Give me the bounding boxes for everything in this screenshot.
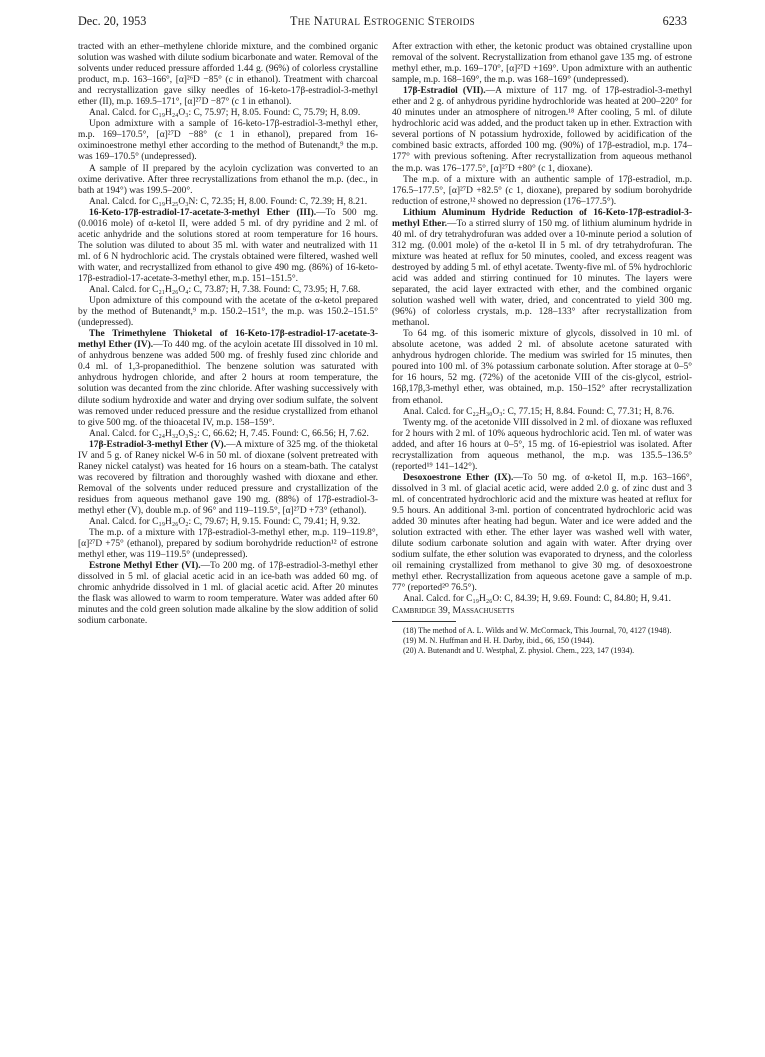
- footnote: (20) A. Butenandt and U. Westphal, Z. physiol. Chem., 223, 147 (1934).: [403, 646, 635, 656]
- paragraph: [78, 440, 378, 517]
- section-heading: Lithium Aluminum Hydride Reduction of 16-Keto-17β-estradiol-3-methyl Ether.: [392, 207, 692, 229]
- page-number: 6233: [662, 14, 687, 28]
- section-heading: 17β-Estradiol (VII).: [403, 86, 486, 97]
- paragraph-text: Anal. Calcd. for C₁₉H₂₆O₂: C, 79.67; H, 9.15. Found: C, 79.41; H, 9.32.: [89, 517, 361, 528]
- paragraph-text: After extraction with ether, the ketonic product was obtained crystalline upon removal of the solvent. Recrystallization from ethanol gave 135 mg. of estrone methyl ether, m.p. 169–170°, [α]²⁷D +169°. Upon admixture with an authentic sample, m.p. 168–169°, the m.p. was 168–169° (undepressed).: [392, 42, 692, 86]
- paragraph: [78, 197, 378, 208]
- paragraph: [392, 594, 692, 605]
- running-header: [78, 14, 687, 30]
- paragraph-text: —To 440 mg. of the acyloin acetate III dissolved in 10 ml. of anhydrous benzene was added 500 mg. of freshly fused zinc chloride and 0.4 ml. of 1,3-propanedithiol. The benzene solution was saturated with anhydrous hydrogen chloride, and after 2 hours at room temperature, the solution was decanted from the zinc chloride. After washing successively with dilute sodium hydroxide and water and drying over sodium sulfate, the solvent was removed under reduced pressure and the residue crystallized from ethanol to give 500 mg. of the thioacetal IV, m.p. 158–159°.: [78, 340, 378, 428]
- issue-date: Dec. 20, 1953: [78, 14, 147, 28]
- paragraph: [392, 407, 692, 418]
- paragraph: [78, 296, 378, 329]
- paragraph: [78, 561, 378, 627]
- paragraph-text: Anal. Calcd. for C₂₄H₃₂O₃S₂: C, 66.62; H, 7.45. Found: C, 66.56; H, 7.62.: [89, 428, 369, 439]
- paragraph: [392, 42, 692, 86]
- paragraph-text: Upon admixture with a sample of 16-keto-17β-estradiol-3-methyl ether, m.p. 169–170.5°, [α]²⁷D −88° (c 1 in ethanol), prepared from 16-oximinoestrone methyl ether according to the method of Butenandt,⁹ the m.p. was 169–170.5° (undepressed).: [78, 119, 378, 163]
- paragraph-text: Upon admixture of this compound with the acetate of the α-ketol prepared by the method of Butenandt,⁹ m.p. 150.2–151°, the m.p. was 150.2–151.5° (undepressed).: [78, 296, 378, 329]
- paragraph: [78, 285, 378, 296]
- paragraph-text: Anal. Calcd. for C₂₁H₂₆O₄: C, 73.87; H, 7.38. Found: C, 73.95; H, 7.68.: [89, 285, 361, 296]
- paragraph-text: Anal. Calcd. for C₂₂H₃₀O₃: C, 77.15; H, 8.84. Found: C, 77.31; H, 8.76.: [403, 406, 675, 417]
- paragraph-text: Anal. Calcd. for C₁₉H₂₆O: C, 84.39; H, 9.69. Found: C, 84.80; H, 9.41.: [403, 594, 671, 605]
- paragraph: [392, 208, 692, 330]
- paragraph: [78, 329, 378, 428]
- paragraph: [78, 429, 378, 440]
- paragraph-text: —To 50 mg. of α-ketol II, m.p. 163–166°, dissolved in 3 ml. of glacial acetic acid, were added 2.0 g. of zinc dust and 3 ml. of concentrated hydrochloric acid and the mixture was heated at reflux for 9.5 hours. An additional 3-ml. portion of concentrated hydrochloric acid was added 30 minutes after heating had begun. Water and ice were added and the solution extracted with ether. The ether layer was washed well with water, dilute sodium carbonate solution and again with water. After drying over sodium sulfate, the ether solution was evaporated to dryness, and the colorless oil remaining crystallized from methanol to give 30 mg. of desoxoestrone methyl ether. Recrystallization from aqueous acetone gave a sample of m.p. 77° (reported²⁰ 76.5°).: [392, 472, 692, 594]
- affiliation: Cambridge 39, Massachusetts: [392, 605, 515, 617]
- paragraph: [78, 42, 378, 108]
- footnotes: [392, 626, 692, 656]
- paragraph-text: Twenty mg. of the acetonide VIII dissolved in 2 ml. of dioxane was refluxed for 2 hours with 2 ml. of 10% aqueous hydrochloric acid. Ten ml. of water was added, and after 16 hours at 0–5°, 15 mg. of 16-epiestriol was isolated. After recrystallization from aqueous methanol, the m.p. was 135.5–136.5° (reported¹⁹ 141–142°).: [392, 417, 692, 472]
- paragraph: [78, 528, 378, 561]
- paragraph: [78, 164, 378, 197]
- paragraph-text: —A mixture of 325 mg. of the thioketal IV and 5 g. of Raney nickel W-6 in 50 ml. of dioxane (solvent pretreated with Raney nickel catalyst) was heated for 16 hours on a steam-bath. The catalyst was recovered by filtration and thoroughly washed with dioxane and ether. Removal of the solvents under reduced pressure and crystallization of the residues from aqueous methanol gave 190 mg. (88%) of 17β-estradiol-3-methyl ether (V), double m.p. of 96° and 119–119.5°, [α]²⁷D +73° (ethanol).: [78, 439, 378, 516]
- paragraph: [392, 175, 692, 208]
- paragraph: [392, 473, 692, 595]
- paragraph-text: Anal. Calcd. for C₁₉H₂₅O₃N: C, 72.35; H, 8.00. Found: C, 72.39; H, 8.21.: [89, 196, 368, 207]
- paragraph: [78, 108, 378, 119]
- paragraph-text: —To a stirred slurry of 150 mg. of lithium aluminum hydride in 40 ml. of dry tetrahydrofuran was added over a 10-minute period a solution of 312 mg. (0.001 mole) of the α-ketol II in 5 ml. of dry tetrahydrofuran. The mixture was heated at reflux for 50 minutes, cooled, and excess reagent was destroyed by adding 5 ml. of ethyl acetate. Twenty-five ml. of 5% hydrochloric acid was added and stirring continued for 10 minutes. The layers were separated, the acid layer extracted with ether, and the combined organic solution washed well with water, dried, and concentrated to yield 300 mg. (96%) of colorless crystals, m.p. 128–133° after recrystallization from methanol.: [392, 218, 692, 329]
- paragraph-text: A sample of II prepared by the acyloin cyclization was converted to an oxime derivative. After three recrystallizations from ethanol the m.p. (dec., in bath at 194°) was 199.5–200°.: [78, 163, 378, 196]
- paragraph: [78, 119, 378, 163]
- running-title: The Natural Estrogenic Steroids: [290, 14, 475, 28]
- paragraph: [78, 208, 378, 285]
- paragraph: [392, 86, 692, 174]
- paragraph-text: To 64 mg. of this isomeric mixture of glycols, dissolved in 10 ml. of absolute acetone, was added 2 ml. of absolute acetone saturated with anhydrous hydrogen chloride. The medium was swirled for 15 minutes, then poured into 100 ml. of 3% potassium carbonate solution. After storage at 0–5° for 16 hours, 52 mg. (72%) of the acetonide VIII of the cis-glycol, estriol-16β,17β,3-methyl ether, was obtained, m.p. 150–152° after recrystallization from ethanol.: [392, 329, 692, 406]
- paragraph-text: —A mixture of 117 mg. of 17β-estradiol-3-methyl ether and 2 g. of anhydrous pyridine hydrochloride was heated at 200–220° for 40 minutes under an atmosphere of nitrogen.¹⁸ After cooling, 5 ml. of dilute hydrochloric acid was added, and the product taken up in ether. Extraction with several portions of N potassium hydroxide, followed by acidification of the combined basic extracts, afforded 100 mg. (90%) of 17β-estradiol, m.p. 174–177° with previous softening. After recrystallization from aqueous methanol the m.p. was 176–177.5°, [α]²⁷D +80° (c 1, dioxane).: [392, 86, 692, 174]
- section-heading: The Trimethylene Thioketal of 16-Keto-17β-estradiol-17-acetate-3-methyl Ether (IV).: [78, 329, 378, 351]
- left-column: [78, 42, 378, 627]
- section-heading: Desoxoestrone Ether (IX).: [403, 472, 514, 483]
- right-column-body: [392, 42, 692, 605]
- paragraph-text: The m.p. of a mixture with an authentic sample of 17β-estradiol, m.p. 176.5–177.5°, [α]²⁷D +82.5° (c 1, dioxane), prepared by sodium borohydride reduction of estrone,¹² showed no depression (176–177.5°).: [392, 174, 692, 207]
- paragraph: [78, 517, 378, 528]
- paragraph: [392, 418, 692, 473]
- footnote: (19) M. N. Huffman and H. H. Darby, ibid., 66, 150 (1944).: [403, 636, 595, 646]
- right-column: [392, 42, 692, 656]
- section-heading: 17β-Estradiol-3-methyl Ether (V).: [89, 439, 227, 450]
- paragraph-text: tracted with an ether–methylene chloride mixture, and the combined organic solution was washed with dilute sodium bicarbonate and water. Removal of the solvents under reduced pressure afforded 1.44 g. (96%) of colorless crystalline product, m.p. 163–166°, [α]²⁶D −85° (c in ethanol). Treatment with charcoal and recrystallization gave silky needles of 16-keto-17β-estradiol-3-methyl ether (II), m.p. 169.5–171°, [α]²⁷D −87° (c 1 in ethanol).: [78, 42, 378, 108]
- footnote-rule: [392, 621, 456, 622]
- paragraph: [392, 329, 692, 406]
- section-heading: 16-Keto-17β-estradiol-17-acetate-3-methyl Ether (III).: [89, 207, 317, 218]
- paragraph-text: Anal. Calcd. for C₁₉H₂₄O₃: C, 75.97; H, 8.05. Found: C, 75.79; H, 8.09.: [89, 108, 361, 119]
- section-heading: Estrone Methyl Ether (VI).: [89, 561, 201, 572]
- paragraph-text: —To 200 mg. of 17β-estradiol-3-methyl ether dissolved in 5 ml. of glacial acetic acid in an ice-bath was added 60 mg. of chromic anhydride dissolved in 1 ml. of glacial acetic acid. After 20 minutes the flask was allowed to warm to room temperature. Water was added after 60 minutes and the cold green solution made alkaline by the slow addition of solid sodium carbonate.: [78, 561, 378, 627]
- footnote: (18) The method of A. L. Wilds and W. McCormack, This Journal, 70, 4127 (1948).: [403, 626, 672, 636]
- paragraph-text: The m.p. of a mixture with 17β-estradiol-3-methyl ether, m.p. 119–119.8°, [α]²⁷D +75° (ethanol), prepared by sodium borohydride reduction¹² of estrone methyl ether, was 119–119.5° (undepressed).: [78, 528, 378, 561]
- paragraph-text: —To 500 mg. (0.0016 mole) of α-ketol II, were added 5 ml. of dry pyridine and 2 ml. of acetic anhydride and the solutions stored at room temperature for 16 hours. The solution was diluted to about 35 ml. with water and neutralized with 11 ml. of 6 N hydrochloric acid. The crystals obtained were filtered, washed well with water, and recrystallized from ethanol to give 490 mg. (86%) of 16-keto-17β-estradiol-17-acetate-3-methyl ether, m.p. 151–151.5°.: [78, 207, 378, 284]
